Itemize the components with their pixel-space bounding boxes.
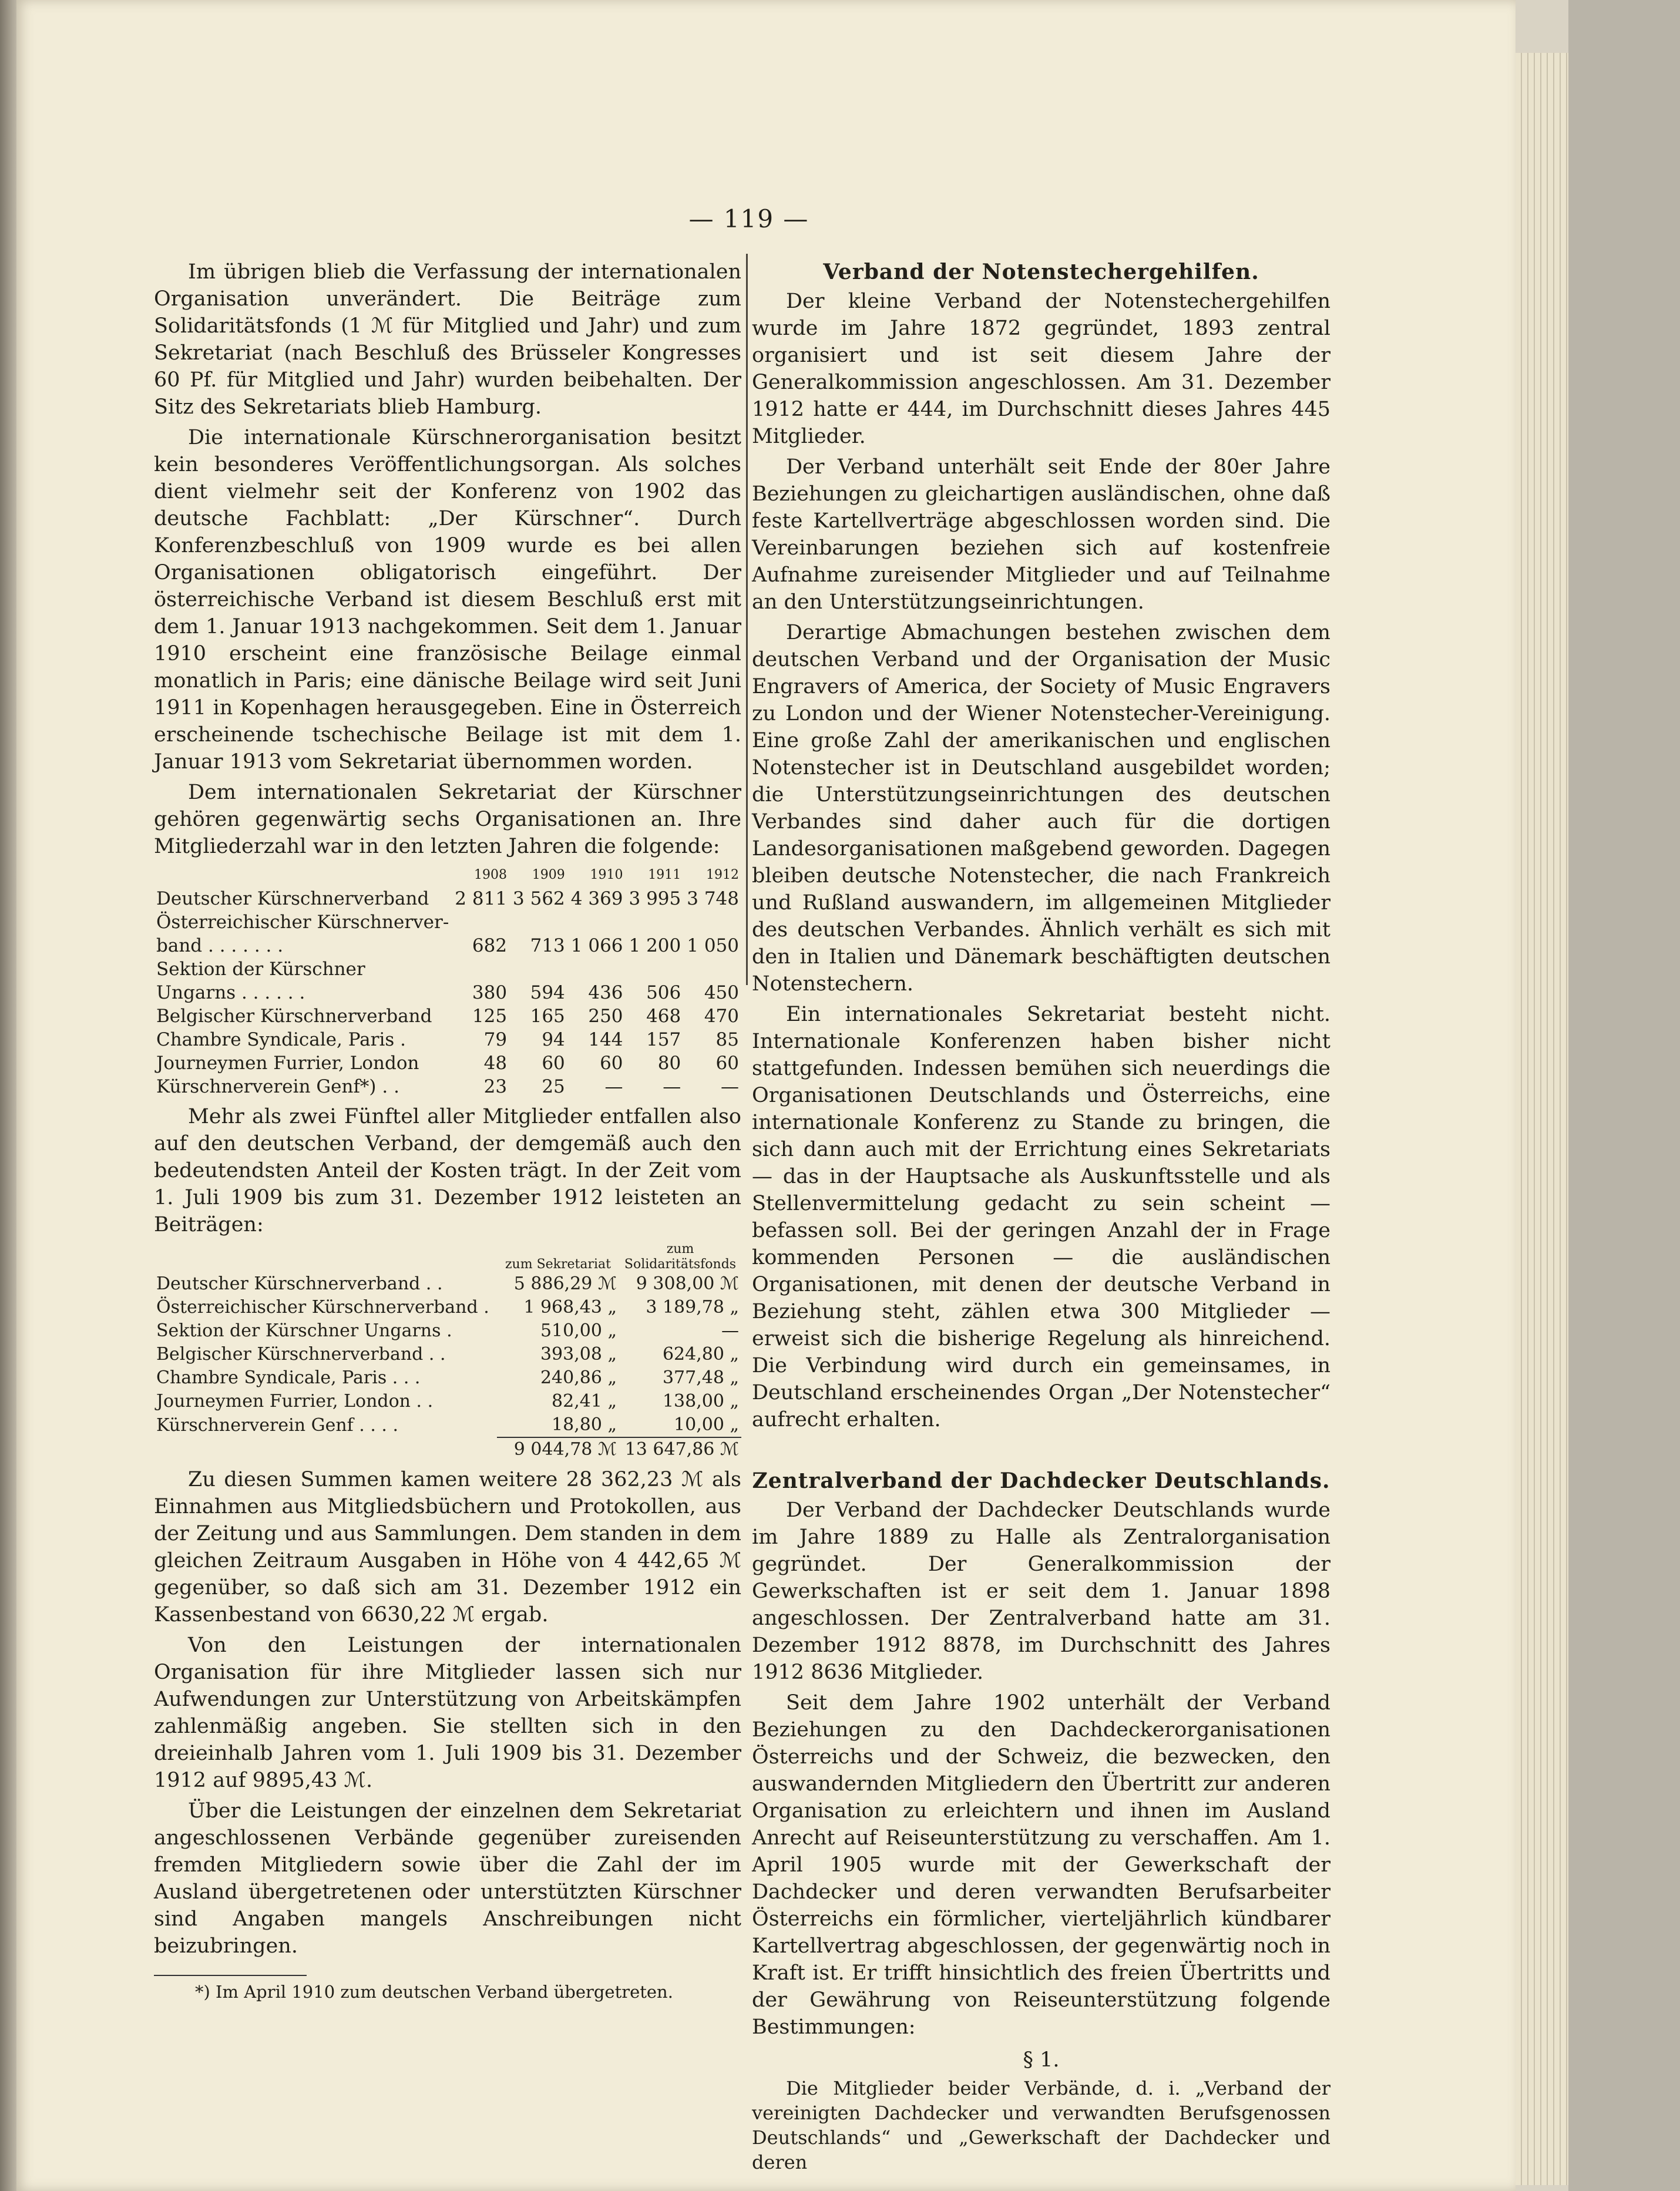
table-row xyxy=(154,1004,741,1028)
total-secretariat: 9 044,78 ℳ xyxy=(497,1437,619,1461)
paragraph: Dem internationalen Sekretariat der Kürschner gehören gegenwärtig sechs Organisationen an. Ihre Mitgliederzahl war in den letzten Jahren die folgende: xyxy=(154,781,741,858)
table-cell: 468 xyxy=(646,1006,681,1027)
table-label-cell: Journeymen Furrier, London . . xyxy=(156,1391,434,1412)
table-row xyxy=(154,1413,741,1437)
table-label-cell: Ungarns . . . . . . xyxy=(156,982,305,1003)
table-row xyxy=(154,981,741,1004)
section-heading: Verband der Notenstechergehilfen. xyxy=(823,260,1259,284)
paragraph: Derartige Abmachungen bestehen zwischen dem deutschen Verband und der Organisation der Music Engravers of America, der Society of Music Engravers zu London und der Wiener Notenstecher-Vereinigung. Eine große Zahl der amerikanischen und englischen Notenstecher ist in Deutschland ausgebildet worden; die Unterstützungseinrichtungen des deutschen Verbandes sind daher auch für die dortigen Landesorganisationen maßgebend geworden. Dagegen bleiben deutsche Notenstecher, die nach Frankreich und Rußland auswandern, im allgemeinen Mitglieder des deutschen Verbandes. Ähnlich verhält es sich mit den in Italien und Dänemark beschäftigten deutschen Notenstechern. xyxy=(752,621,1330,996)
table-cell: 1 050 xyxy=(687,935,739,956)
table-cell: 165 xyxy=(530,1006,565,1027)
table-row xyxy=(154,910,741,934)
secretariat-cell: 240,86 „ xyxy=(540,1367,617,1388)
table-cell xyxy=(683,910,741,934)
column-divider xyxy=(746,254,748,985)
table-cell: — xyxy=(604,1076,623,1097)
table-label-cell: Belgischer Kürschnerverband xyxy=(156,1006,432,1027)
table-label-cell: band . . . . . . . xyxy=(156,935,284,956)
table-row xyxy=(154,1296,741,1319)
table-cell: 250 xyxy=(588,1006,623,1027)
table-label-cell: Deutscher Kürschnerverband xyxy=(156,888,429,909)
table-cell: 436 xyxy=(588,982,623,1003)
table-cell: 23 xyxy=(483,1076,508,1097)
paragraph: Der Verband unterhält seit Ende der 80er Jahre Beziehungen zu gleichartigen ausländischen, ohne daß feste Kartellverträge abgeschlossen worden sind. Die Vereinbarungen beziehen sich auf kostenfreie Aufnahme zureisender Mitglieder und auf Teilnahme an den Unterstützungseinrichtungen. xyxy=(752,455,1330,614)
footnote-rule xyxy=(154,1975,307,1976)
table-label-cell: Kürschnerverein Genf*) . . xyxy=(156,1076,399,1097)
left-column xyxy=(154,258,741,2003)
table-cell: 60 xyxy=(715,1053,739,1074)
page-stack-edge xyxy=(1516,53,1568,2185)
secretariat-cell: 18,80 „ xyxy=(552,1414,617,1435)
solidarity-cell: 10,00 „ xyxy=(674,1414,739,1435)
table-cell: 157 xyxy=(646,1029,681,1050)
table-cell: 4 369 xyxy=(570,888,623,909)
paragraph: Von den Leistungen der internationalen Organisation für ihre Mitglieder lassen sich nur Aufwendungen zur Unterstützung von Arbeitskämpfen zahlenmäßig angeben. Sie stellten sich in den dreieinhalb Jahren vom 1. Juli 1909 bis 31. Dezember 1912 auf 9895,43 ℳ. xyxy=(154,1634,741,1792)
secretariat-cell: 1 968,43 „ xyxy=(523,1297,617,1318)
contributions-table xyxy=(154,1242,741,1461)
table-label-cell: Österreichischer Kürschnerver- xyxy=(156,912,449,933)
table-corner xyxy=(154,1242,497,1272)
paragraph: Die Mitglieder beider Verbände, d. i. „Verband der vereinigten Dachdecker und verwandten Berufsgenossen Deutschlands“ und „Gewerkschaft der Dachdecker und deren xyxy=(752,2077,1330,2173)
secretariat-cell: 510,00 „ xyxy=(540,1320,617,1341)
table-row xyxy=(154,1075,741,1098)
membership-table xyxy=(154,863,741,1098)
table-label-cell: Chambre Syndicale, Paris . . . xyxy=(156,1367,421,1388)
paragraph: Zu diesen Summen kamen weitere 28 362,23 ℳ als Einnahmen aus Mitgliedsbüchern und Protokollen, aus der Zeitung und aus Sammlungen. Dem standen in dem gleichen Zeitraum Ausgaben in Höhe von 4 442,65 ℳ gegenüber, so daß sich am 31. Dezember 1912 ein Kassenbestand von 6630,22 ℳ ergab. xyxy=(154,1468,741,1627)
column-header-solidarity: zum Solidaritätsfonds xyxy=(624,1242,737,1272)
table-label-cell xyxy=(154,1437,497,1461)
table-cell: 48 xyxy=(483,1053,508,1074)
table-row xyxy=(154,1319,741,1343)
table-cell xyxy=(626,957,684,981)
table-cell xyxy=(451,957,509,981)
section-heading: Zentralverband der Dachdecker Deutschlands. xyxy=(752,1468,1330,1493)
table-label-cell: Österreichischer Kürschnerverband . xyxy=(156,1297,489,1318)
paragraph: Ein internationales Sekretariat besteht nicht. Internationale Konferenzen haben bisher nicht stattgefunden. Indessen bemühen sich neuerdings die Organisationen Deutschlands und Österreichs, eine internationale Konferenz zu Stande zu bringen, die sich dann auch mit der Errichtung eines Sekretariats — das in der Hauptsache als Auskunftsstelle und als Stellenvermittelung gedacht zu sein scheint — befassen soll. Bei der geringen Anzahl der in Frage kommenden Personen — die ausländischen Organisationen, mit denen der deutsche Verband in Beziehung steht, zählen etwa 300 Mitglieder — erweist sich die bisherige Regelung als hinreichend. Die Verbindung wird durch ein gemeinsames, in Deutschland erscheinendes Organ „Der Notenstecher“ aufrecht erhalten. xyxy=(752,1003,1330,1431)
paragraph: Die internationale Kürschnerorganisation besitzt kein besonderes Veröffentlichungsorgan. Als solches dient vielmehr seit der Konferenz von 1902 das deutsche Fachblatt: „Der Kürschner“. Durch Konferenzbeschluß von 1909 wurde es bei allen Organisationen obligatorisch eingeführt. Der österreichische Verband ist diesem Beschluß erst mit dem 1. Januar 1913 nachgekommen. Seit dem 1. Januar 1910 erscheint eine französische Beilage einmal monatlich in Paris; eine dänische Beilage wird seit Juni 1911 in Kopenhagen herausgegeben. Eine in Österreich erscheinende tschechische Beilage ist mit dem 1. Januar 1913 vom Sekretariat übernommen worden. xyxy=(154,426,741,774)
table-label-cell: Belgischer Kürschnerverband . . xyxy=(156,1344,446,1365)
table-row xyxy=(154,1272,741,1296)
table-cell: 85 xyxy=(715,1029,739,1050)
page-number: — 119 — xyxy=(688,204,809,233)
table-total-row xyxy=(154,1437,741,1461)
year-header: 1911 xyxy=(648,868,681,882)
year-header: 1909 xyxy=(532,868,565,882)
solidarity-cell: 3 189,78 „ xyxy=(646,1297,739,1318)
table-cell xyxy=(509,957,567,981)
secretariat-cell: 393,08 „ xyxy=(540,1344,617,1365)
table-label-cell: Deutscher Kürschnerverband . . xyxy=(156,1273,443,1294)
secretariat-cell: 82,41 „ xyxy=(552,1391,617,1412)
table-label-cell: Sektion der Kürschner Ungarns . xyxy=(156,1320,452,1341)
table-cell xyxy=(683,957,741,981)
table-row xyxy=(154,1028,741,1051)
table-cell: — xyxy=(663,1076,681,1097)
section-number: § 1. xyxy=(1023,2048,1060,2072)
year-header: 1910 xyxy=(590,868,623,882)
year-header: 1912 xyxy=(706,868,739,882)
table-cell: 2 811 xyxy=(455,888,508,909)
solidarity-cell: 624,80 „ xyxy=(662,1344,739,1365)
year-header: 1908 xyxy=(474,868,508,882)
table-cell: 79 xyxy=(483,1029,508,1050)
table-cell xyxy=(451,910,509,934)
table-row xyxy=(154,934,741,957)
table-row xyxy=(154,957,741,981)
table-cell: 60 xyxy=(600,1053,623,1074)
footnote: *) Im April 1910 zum deutschen Verband übergetreten. xyxy=(195,1982,673,2002)
table-label-cell: Journeymen Furrier, London xyxy=(156,1053,419,1074)
table-cell: 1 200 xyxy=(629,935,681,956)
right-column xyxy=(752,258,1330,2178)
table-cell: 470 xyxy=(704,1006,739,1027)
table-cell: 144 xyxy=(588,1029,623,1050)
table-cell: 682 xyxy=(472,935,508,956)
table-cell xyxy=(567,910,626,934)
table-cell xyxy=(567,957,626,981)
table-cell: 450 xyxy=(704,982,739,1003)
table-corner xyxy=(154,863,451,887)
solidarity-cell: 138,00 „ xyxy=(662,1391,739,1412)
table-header-row xyxy=(154,1242,741,1272)
table-cell: 25 xyxy=(542,1076,565,1097)
table-cell: 60 xyxy=(542,1053,565,1074)
table-cell: 594 xyxy=(530,982,565,1003)
table-cell: 3 748 xyxy=(687,888,739,909)
table-row xyxy=(154,1366,741,1390)
background xyxy=(1568,0,1680,2191)
table-label-cell: Sektion der Kürschner xyxy=(156,959,365,980)
table-row xyxy=(154,1051,741,1075)
table-cell: 713 xyxy=(530,935,565,956)
table-cell: 506 xyxy=(646,982,681,1003)
secretariat-cell: 5 886,29 ℳ xyxy=(513,1273,617,1294)
table-cell: — xyxy=(721,1076,739,1097)
table-cell: 94 xyxy=(542,1029,565,1050)
table-row xyxy=(154,1343,741,1366)
table-row xyxy=(154,1390,741,1413)
table-cell xyxy=(626,910,684,934)
table-cell: 80 xyxy=(657,1053,681,1074)
book-gutter xyxy=(0,0,16,2191)
table-row xyxy=(154,887,741,910)
paragraph: Der kleine Verband der Notenstechergehilfen wurde im Jahre 1872 gegründet, 1893 zentral organisiert und ist seit diesem Jahre der Generalkommission angeschlossen. Am 31. Dezember 1912 hatte er 444, im Durchschnitt dieses Jahres 445 Mitglieder. xyxy=(752,290,1330,448)
paragraph: Im übrigen blieb die Verfassung der internationalen Organisation unverändert. Die Beiträge zum Solidaritätsfonds (1 ℳ für Mitglied und Jahr) und zum Sekretariat (nach Beschluß des Brüsseler Kongresses 60 Pf. für Mitglied und Jahr) wurden beibehalten. Der Sitz des Sekretariats blieb Hamburg. xyxy=(154,260,741,419)
total-solidarity: 13 647,86 ℳ xyxy=(619,1437,741,1461)
table-cell xyxy=(509,910,567,934)
paragraph: Über die Leistungen der einzelnen dem Sekretariat angeschlossenen Verbände gegenüber zureisenden fremden Mitgliedern sowie über die Zahl der im Ausland übergetretenen oder unterstützten Kürschner sind Angaben mangels Anschreibungen nicht beizubringen. xyxy=(154,1799,741,1958)
paragraph: Mehr als zwei Fünftel aller Mitglieder entfallen also auf den deutschen Verband, der demgemäß auch den bedeutendsten Anteil der Kosten trägt. In der Zeit vom 1. Juli 1909 bis zum 31. Dezember 1912 leisteten an Beiträgen: xyxy=(154,1105,741,1236)
table-cell: 3 562 xyxy=(513,888,565,909)
table-cell: 3 995 xyxy=(629,888,681,909)
solidarity-cell: 377,48 „ xyxy=(662,1367,739,1388)
table-cell: 125 xyxy=(472,1006,508,1027)
paragraph: Seit dem Jahre 1902 unterhält der Verband Beziehungen zu den Dachdeckerorganisationen Österreichs und der Schweiz, die bezwecken, den auswandernden Mitgliedern den Übertritt zur anderen Organisation zu erleichtern und ihnen im Ausland Anrecht auf Reiseunterstützung zu verschaffen. Am 1. April 1905 wurde mit der Gewerkschaft der Dachdecker und deren verwandten Berufsarbeiter Österreichs ein förmlicher, vierteljährlich kündbarer Kartellvertrag abgeschlossen, der gegenwärtig noch in Kraft ist. Er trifft hinsichtlich des freien Übertritts und der Gewährung von Reiseunterstützung folgende Bestimmungen: xyxy=(752,1691,1330,2039)
solidarity-cell: — xyxy=(721,1320,739,1341)
column-header-secretariat: zum Sekretariat xyxy=(505,1257,611,1272)
paragraph: Der Verband der Dachdecker Deutschlands wurde im Jahre 1889 zu Halle als Zentralorganisation gegründet. Der Generalkommission der Gewerkschaften ist er seit dem 1. Januar 1898 angeschlossen. Der Zentralverband hatte am 31. Dezember 1912 8878, im Durchschnitt des Jahres 1912 8636 Mitglieder. xyxy=(752,1498,1330,1684)
solidarity-cell: 9 308,00 ℳ xyxy=(636,1273,739,1294)
table-label-cell: Kürschnerverein Genf . . . . xyxy=(156,1415,399,1436)
table-cell: 1 066 xyxy=(570,935,623,956)
table-cell: 380 xyxy=(472,982,508,1003)
table-header-row xyxy=(154,863,741,887)
table-label-cell: Chambre Syndicale, Paris . xyxy=(156,1029,406,1050)
